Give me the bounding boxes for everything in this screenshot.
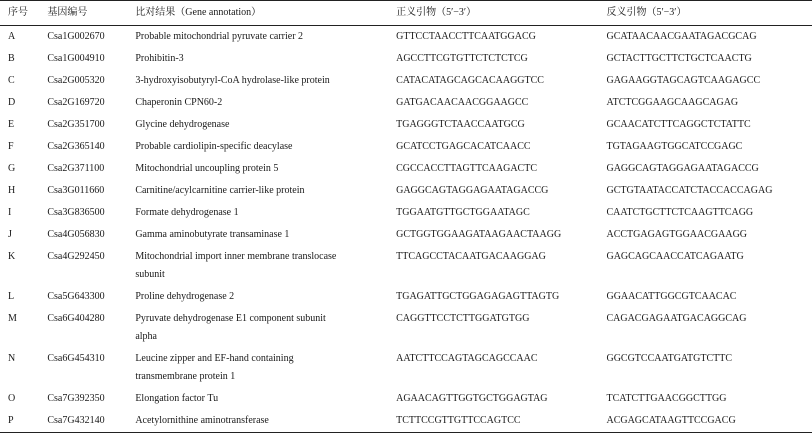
row-forward-primer: GAGGCAGTAGGAGAATAGACCG	[396, 185, 549, 196]
row-gene-id: Csa1G004910	[47, 53, 105, 64]
row-id: N	[8, 353, 16, 364]
row-forward-primer: AATCTTCCAGTAGCAGCCAAC	[396, 353, 538, 364]
row-reverse-primer: CAATCTGCTTCTCAAGTTCAGG	[606, 207, 754, 218]
row-id: K	[8, 251, 16, 262]
row-gene-id: Csa7G432140	[45, 410, 133, 433]
table-row	[0, 388, 812, 410]
table-row	[0, 308, 812, 348]
row-gene-id: Csa2G169720	[47, 97, 105, 108]
row-id: G	[8, 163, 16, 174]
row-id: P	[0, 410, 45, 433]
row-gene-id: Csa6G404280	[47, 313, 105, 324]
table-row	[0, 158, 812, 180]
row-forward-primer: AGAACAGTTGGTGCTGGAGTAG	[396, 393, 548, 404]
row-gene-id: Csa4G056830	[47, 229, 105, 240]
row-annotation	[133, 308, 394, 348]
row-gene-id: Csa5G643300	[47, 291, 105, 302]
row-reverse-primer: ACGAGCATAAGTTCCGACG	[604, 410, 812, 433]
row-annotation: Gamma aminobutyrate transaminase 1	[135, 229, 290, 240]
annotation-line: alpha	[135, 331, 157, 342]
row-forward-primer: TTCAGCCTACAATGACAAGGAG	[396, 251, 546, 262]
row-annotation: Proline dehydrogenase 2	[135, 291, 235, 302]
row-forward-primer: GCTGGTGGAAGATAAGAACTAAGG	[396, 229, 562, 240]
annotation-line: Mitochondrial import inner membrane translocase	[135, 251, 337, 262]
row-reverse-primer: ACCTGAGAGTGGAACGAAGG	[606, 229, 748, 240]
table-row	[0, 136, 812, 158]
row-annotation: Elongation factor Tu	[135, 393, 219, 404]
row-id: D	[8, 97, 16, 108]
row-id: J	[8, 229, 12, 240]
row-forward-primer: AGCCTTCGTGTTCTCTCTCG	[396, 53, 528, 64]
row-reverse-primer: GGAACATTGGCGTCAACAC	[606, 291, 737, 302]
header-id: 序号	[0, 1, 45, 26]
row-reverse-primer: TGTAGAAGTGGCATCCGAGC	[606, 141, 743, 152]
row-id: E	[8, 119, 15, 130]
row-gene-id: Csa2G005320	[47, 75, 105, 86]
row-forward-primer: TGGAATGTTGCTGGAATAGC	[396, 207, 530, 218]
table-row	[0, 348, 812, 388]
table-row	[0, 224, 812, 246]
row-id: H	[8, 185, 16, 196]
row-id: F	[8, 141, 14, 152]
row-forward-primer: CATACATAGCAGCACAAGGTCC	[396, 75, 544, 86]
row-id: C	[8, 75, 15, 86]
row-gene-id: Csa3G011660	[47, 185, 105, 196]
annotation-line: Leucine zipper and EF-hand containing	[135, 353, 294, 364]
row-annotation: Carnitine/acylcarnitine carrier-like protein	[135, 185, 305, 196]
table-row	[0, 70, 812, 92]
header-annotation: 比对结果（Gene annotation）	[133, 1, 394, 26]
row-reverse-primer: CAGACGAGAATGACAGGCAG	[606, 313, 747, 324]
row-reverse-primer: GGCGTCCAATGATGTCTTC	[606, 353, 733, 364]
table-row	[0, 202, 812, 224]
row-forward-primer: GTTCCTAACCTTCAATGGACG	[396, 31, 536, 42]
row-annotation: Mitochondrial uncoupling protein 5	[135, 163, 279, 174]
row-gene-id: Csa7G392350	[47, 393, 105, 404]
row-annotation	[133, 348, 394, 388]
row-annotation: 3-hydroxyisobutyryl-CoA hydrolase-like protein	[135, 75, 330, 86]
table-row	[0, 286, 812, 308]
row-id: I	[8, 207, 12, 218]
row-id: A	[8, 31, 16, 42]
table-row	[0, 180, 812, 202]
row-reverse-primer: GCATAACAACGAATAGACGCAG	[606, 31, 757, 42]
row-forward-primer: CGCCACCTTAGTTCAAGACTC	[396, 163, 537, 174]
row-gene-id: Csa3G836500	[47, 207, 105, 218]
row-annotation: Prohibitin-3	[135, 53, 184, 64]
row-gene-id: Csa4G292450	[47, 251, 105, 262]
table-row	[0, 92, 812, 114]
header-gene: 基因编号	[45, 1, 133, 26]
row-forward-primer: GATGACAACAACGGAAGCC	[396, 97, 529, 108]
table-row	[0, 48, 812, 70]
row-gene-id: Csa2G365140	[47, 141, 105, 152]
row-annotation	[133, 246, 394, 286]
row-annotation: Acetylornithine aminotransferase	[133, 410, 394, 433]
row-reverse-primer: TCATCTTGAACGGCTTGG	[606, 393, 727, 404]
row-annotation: Formate dehydrogenase 1	[135, 207, 239, 218]
row-forward-primer: TGAGATTGCTGGAGAGAGTTAGTG	[396, 291, 560, 302]
row-reverse-primer: GAGAAGGTAGCAGTCAAGAGCC	[606, 75, 761, 86]
row-reverse-primer: GAGGCAGTAGGAGAATAGACCG	[606, 163, 759, 174]
row-forward-primer: TCTTCCGTTGTTCCAGTCC	[394, 410, 604, 433]
row-forward-primer: TGAGGGTCTAACCAATGCG	[396, 119, 525, 130]
row-reverse-primer: GCAACATCTTCAGGCTCTATTC	[606, 119, 751, 130]
row-reverse-primer: GCTACTTGCTTCTGCTCAACTG	[606, 53, 752, 64]
row-id: L	[8, 291, 15, 302]
row-gene-id: Csa2G371100	[47, 163, 105, 174]
row-gene-id: Csa1G002670	[47, 31, 105, 42]
header-forward-primer: 正义引物（5′−3′）	[394, 1, 604, 26]
row-annotation: Glycine dehydrogenase	[135, 119, 230, 130]
row-gene-id: Csa6G454310	[47, 353, 105, 364]
annotation-line: subunit	[135, 269, 165, 280]
row-reverse-primer: ATCTCGGAAGCAAGCAGAG	[606, 97, 739, 108]
annotation-line: Pyruvate dehydrogenase E1 component subunit	[135, 313, 326, 324]
row-id: O	[8, 393, 16, 404]
row-annotation: Probable cardiolipin-specific deacylase	[135, 141, 293, 152]
table-row	[0, 114, 812, 136]
row-forward-primer: GCATCCTGAGCACATCAACC	[396, 141, 531, 152]
row-gene-id: Csa2G351700	[47, 119, 105, 130]
row-id: M	[8, 313, 17, 324]
row-forward-primer: CAGGTTCCTCTTGGATGTGG	[396, 313, 530, 324]
row-annotation: Probable mitochondrial pyruvate carrier 2	[135, 31, 304, 42]
row-reverse-primer: GAGCAGCAACCATCAGAATG	[606, 251, 744, 262]
table-header-row	[0, 1, 812, 26]
row-annotation: Chaperonin CPN60-2	[135, 97, 223, 108]
annotation-line: transmembrane protein 1	[135, 371, 236, 382]
header-reverse-primer: 反义引物（5′−3′）	[604, 1, 812, 26]
row-id: B	[8, 53, 15, 64]
table-row	[0, 26, 812, 49]
row-reverse-primer: GCTGTAATACCATCTACCACCAGAG	[606, 185, 773, 196]
table-row	[0, 410, 812, 433]
table-row	[0, 246, 812, 286]
